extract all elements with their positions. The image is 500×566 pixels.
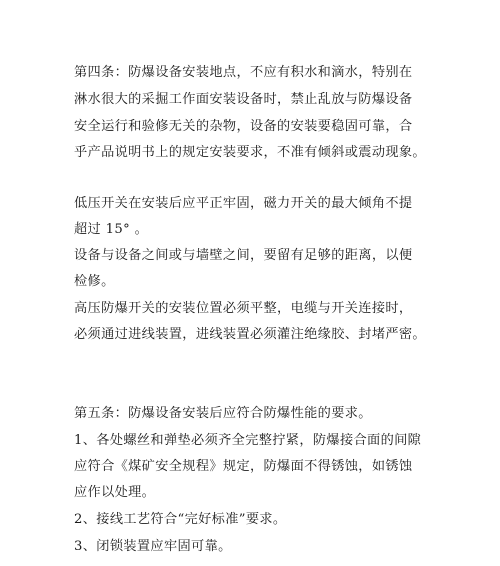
text-line: 检修。 <box>74 274 115 289</box>
text-line: 2、接线工艺符合“完好标准”要求。 <box>74 512 287 527</box>
text-line: 第五条：防爆设备安装后应符合防爆性能的要求。 <box>74 406 372 421</box>
text-line: 乎产品说明书上的规定安装要求，不准有倾斜或震动现象。 <box>74 145 426 160</box>
text-line: 安全运行和验修无关的杂物，设备的安装要稳固可靠，合 <box>74 119 413 134</box>
text-line: 设备与设备之间或与墙壁之间，要留有足够的距离，以便 <box>74 248 413 263</box>
text-line: 1、各处螺丝和弹垫必须齐全完整拧紧，防爆接合面的间隙 <box>74 433 422 448</box>
text-line: 应作以处理。 <box>74 485 156 500</box>
text-line: 第四条：防爆设备安装地点，不应有积水和滴水，特别在 <box>74 65 413 80</box>
text-line: 应符合《煤矿安全规程》规定，防爆面不得锈蚀，如锈蚀 <box>74 459 413 474</box>
text-line: 必须通过进线装置，进线装置必须灌注绝缘胶、封堵严密。 <box>74 327 426 342</box>
text-line: 低压开关在安装后应平正牢固，磁力开关的最大倾角不提 <box>74 196 413 211</box>
text-line: 淋水很大的采掘工作面安装设备时，禁止乱放与防爆设备 <box>74 92 413 107</box>
text-line: 超过 15° 。 <box>74 222 149 237</box>
text-line: 高压防爆开关的安装位置必须平整，电缆与开关连接时， <box>74 301 413 316</box>
text-line: 3、闭锁装置应牢固可靠。 <box>74 539 232 554</box>
